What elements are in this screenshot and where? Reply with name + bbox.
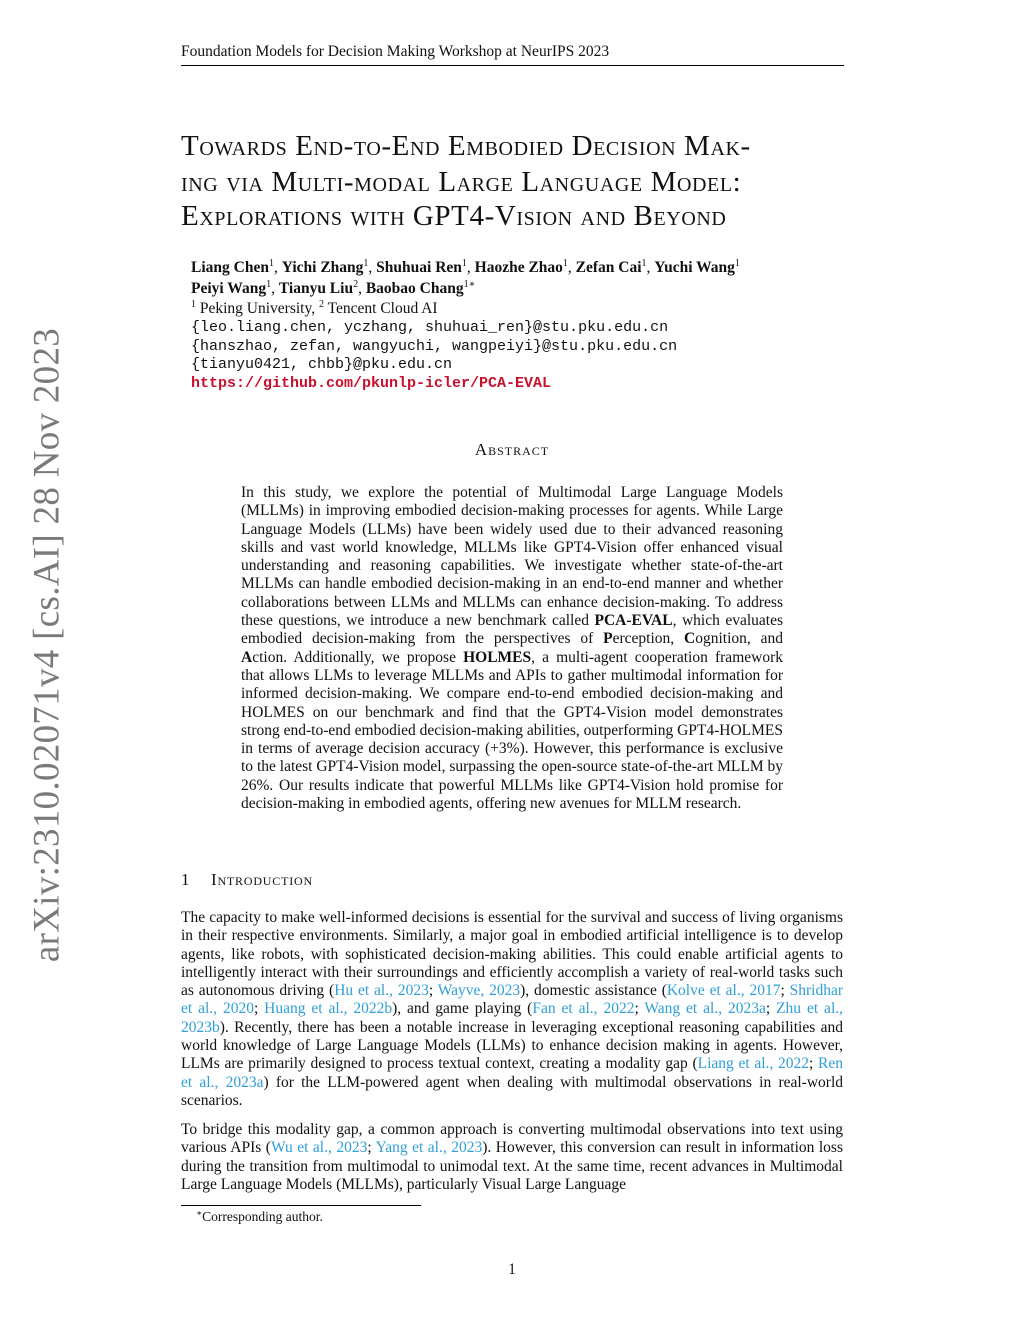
author-name: Haozhe Zhao — [474, 259, 563, 276]
repo-link[interactable]: https://github.com/pkunlp-icler/PCA-EVAL — [191, 375, 552, 392]
paper-title-line-1: Towards End-to-End Embodied Decision Mak- — [181, 130, 751, 162]
framework-name: HOLMES — [463, 648, 532, 666]
header-rule — [181, 65, 844, 66]
running-header: Foundation Models for Decision Making Workshop at NeurIPS 2023 — [181, 43, 610, 60]
citation-link[interactable]: Fan et al., 2022 — [532, 1000, 635, 1018]
email-line-3: {tianyu0421, chbb}@pku.edu.cn — [191, 356, 453, 373]
citation-link[interactable]: Shridhar et al., 2020 — [181, 982, 843, 1018]
author-name: Shuhuai Ren — [376, 259, 462, 276]
author-list-line-1: Liang Chen$^1$, Yichi Zhang$^1$, Shuhuai Ren$^1$, Haozhe Zhao$^1$, Zefan Cai$^1$, Yuchi Wang$^1$ — [191, 258, 740, 276]
intro-paragraph-2: To bridge this modality gap, a common approach is converting multimodal observations into text using various APIs (Wu et al., 2023; Yang et al., 2023). However, this conversion can result in information loss during the transition from multimodal to unimodal text. At the same time, recent advances in Multimodal Large Language Models (MLLMs), particularly Visual Large Language — [181, 1121, 844, 1193]
email-line-2: {hanszhao, zefan, wangyuchi, wangpeiyi}@stu.pku.edu.cn — [191, 338, 678, 355]
benchmark-name: PCA-EVAL — [594, 612, 673, 630]
author-name: Peiyi Wang — [191, 280, 267, 297]
page-number: 1 — [508, 1261, 516, 1278]
arxiv-stamp-text: arXiv:2310.02071v4 [cs.AI] 28 Nov 2023 — [26, 327, 68, 963]
citation-link[interactable]: Kolve et al., 2017 — [666, 982, 781, 1000]
author-name: Liang Chen — [191, 259, 269, 276]
abstract-heading: Abstract — [474, 440, 550, 459]
citation-link[interactable]: Zhu et al., 2023b — [181, 1000, 843, 1036]
author-list-line-2: Peiyi Wang$^1$, Tianyu Liu$^2$, Baobao Chang$^{1∗}$ — [191, 279, 476, 297]
intro-paragraph-1: The capacity to make well-informed decisions is essential for the survival and success of living organisms in their respective environments. Similarly, a major goal in embodied artificial intelligence is to develop agents, like robots, with sophisticated decision-making abilities. This could enable artificial agents to intelligently interact with their surroundings and efficiently accomplish a variety of real-world tasks such as autonomous driving (Hu et al., 2023; Wayve, 2023), domestic assistance (Kolve et al., 2017; Shridhar et al., 2020; Huang et al., 2022b), and game playing (Fan et al., 2022; Wang et al., 2023a; Zhu et al., 2023b). Recently, there has been a notable increase in leveraging exceptional reasoning capabilities and world knowledge of Large Language Models (LLMs) to enhance decision making in agents. However, LLMs are primarily designed to process textual context, creating a modality gap (Liang et al., 2022; Ren et al., 2023a) for the LLM-powered agent when dealing with multimodal observations in real-world scenarios. — [181, 909, 844, 1109]
author-name: Zefan Cai — [575, 259, 642, 276]
author-name: Baobao Chang — [365, 280, 464, 297]
citation-link[interactable]: Ren et al., 2023a — [181, 1055, 844, 1091]
footnote-rule — [181, 1205, 421, 1206]
paper-title-line-2: ing via Multi-modal Large Language Model: — [181, 166, 742, 198]
author-name: Yichi Zhang — [281, 259, 364, 276]
citation-link[interactable]: Wayve, 2023 — [437, 982, 521, 1000]
author-name: Tianyu Liu — [278, 280, 354, 297]
affiliations: $^1$ Peking University, $^2$ Tencent Cloud AI — [191, 299, 438, 317]
citation-link[interactable]: Wu et al., 2023 — [270, 1139, 368, 1157]
footnote: ∗Corresponding author. — [196, 1208, 323, 1224]
citation-link[interactable]: Liang et al., 2022 — [697, 1055, 810, 1073]
citation-link[interactable]: Yang et al., 2023 — [375, 1139, 483, 1157]
email-line-1: {leo.liang.chen, yczhang, shuhuai_ren}@stu.pku.edu.cn — [191, 319, 669, 336]
abstract-body: In this study, we explore the potential of Multimodal Large Language Models (MLLMs) in improving embodied decision-making processes for agents. While Large Language Models (LLMs) have been widely used due to their advanced reasoning skills and vast world knowledge, MLLMs like GPT4-Vision offer enhanced visual understanding and reasoning capabilities. We investigate whether state-of-the-art MLLMs can handle embodied decision-making in an end-to-end manner and whether collaborations between LLMs and MLLMs can enhance decision-making. To address these questions, we introduce a new benchmark called PCA-EVAL, which evaluates embodied decision-making from the perspectives of Perception, Cognition, and Action. Additionally, we propose HOLMES, a multi-agent cooperation framework that allows LLMs to leverage MLLMs and APIs to gather multimodal information for informed decision-making. We compare end-to-end embodied decision-making and HOLMES on our benchmark and find that the GPT4-Vision model demonstrates strong end-to-end embodied decision-making abilities, outperforming GPT4-HOLMES in terms of average decision accuracy (+3%). However, this performance is exclusive to the latest GPT4-Vision model, surpassing the open-source state-of-the-art MLLM by 26%. Our results indicate that powerful MLLMs like GPT4-Vision hold promise for decision-making in embodied agents, offering new avenues for MLLM research. — [241, 484, 784, 813]
author-name: Yuchi Wang — [654, 259, 735, 276]
citation-link[interactable]: Huang et al., 2022b — [264, 1000, 393, 1018]
citation-link[interactable]: Wang et al., 2023a — [644, 1000, 766, 1018]
paper-title-line-3: Explorations with GPT4-Vision and Beyond — [181, 200, 727, 232]
citation-link[interactable]: Hu et al., 2023 — [334, 982, 429, 1000]
section-heading-introduction: 1 Introduction — [181, 870, 313, 889]
